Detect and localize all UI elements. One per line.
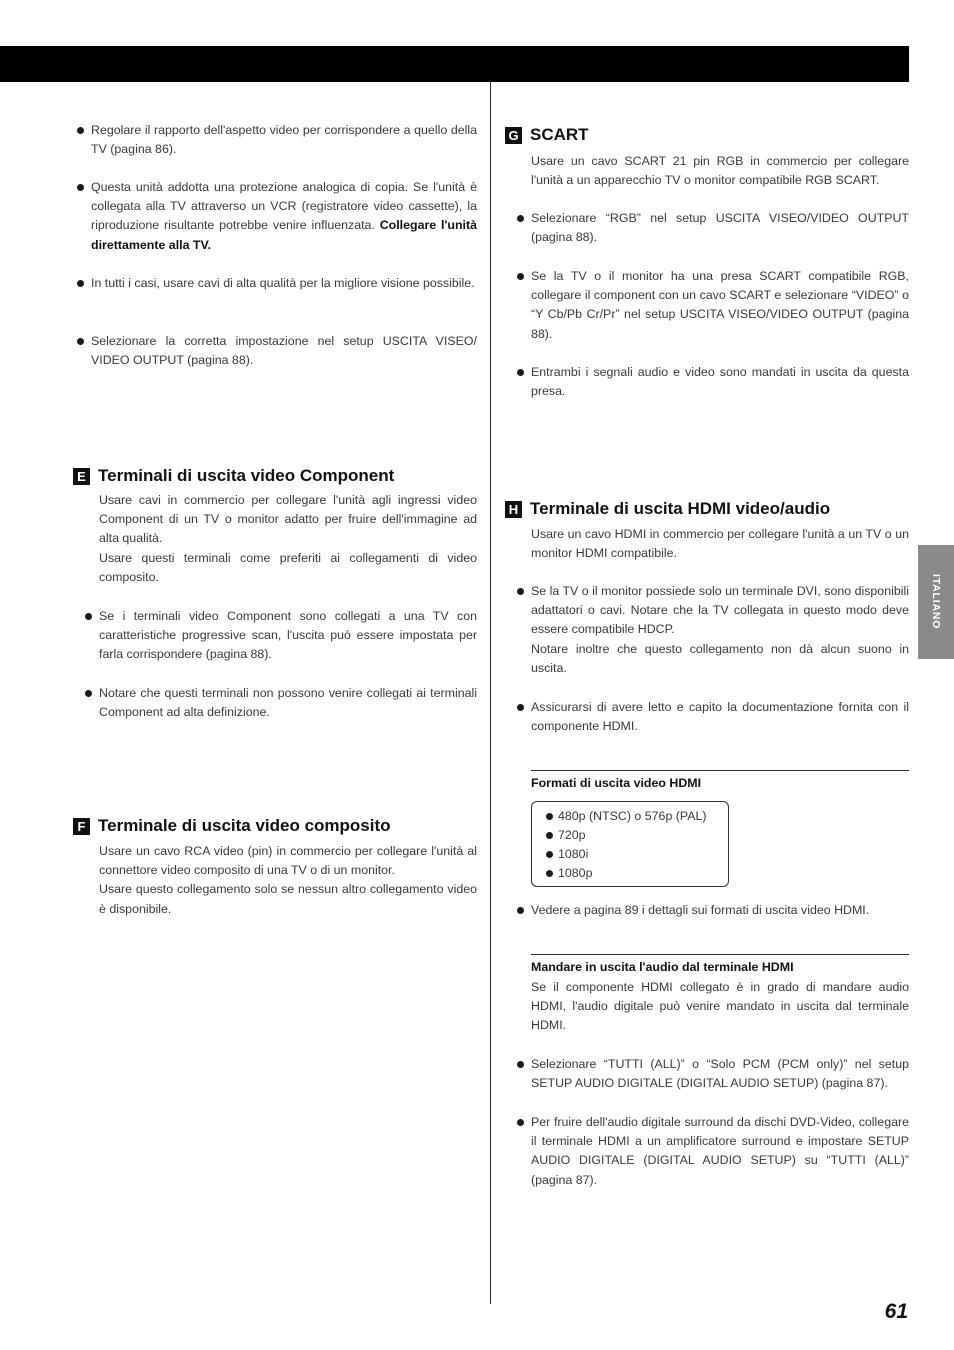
format-item: 1080i: [558, 845, 588, 864]
audio-bullet-1: Selezionare “TUTTI (ALL)” o “Solo PCM (PCM only)” nel setup SETUP AUDIO DIGITALE (DIGITAL AUDIO SETUP) (pagina 87).: [531, 1055, 909, 1093]
bullet-icon: [77, 280, 84, 287]
language-tab-label: ITALIANO: [930, 574, 942, 630]
formats-note: Vedere a pagina 89 i dettagli sui formati di uscita video HDMI.: [531, 901, 909, 920]
column-divider: [490, 82, 491, 1304]
section-e-body: Usare cavi in commercio per collegare l'unità agli ingressi video Component di un TV o monitor adatto per fruire dell'immagine ad alta qualità. Usare questi terminali come preferiti ai collegamenti di video composito.: [99, 493, 477, 584]
format-item: 720p: [558, 826, 586, 845]
bullet-icon: [546, 851, 553, 858]
section-e-heading: [73, 466, 394, 486]
bullet-icon: [546, 832, 553, 839]
left-bullet-4: Selezionare la corretta impostazione nel setup USCITA VISEO/ VIDEO OUTPUT (pagina 88).: [91, 332, 477, 370]
section-g-heading: [505, 125, 589, 145]
section-h-bullet-1: Se la TV o il monitor possiede solo un terminale DVI, sono disponibili adattatori o cavi. Notare che la TV collegata in questo modo deve essere compatibile HDCP. Notare inoltre che questo collegamento non dà alcun suono in uscita.: [531, 582, 909, 678]
section-e-bullet-2: Notare che questi terminali non possono venire collegati ai terminali Component ad alta definizione.: [99, 684, 477, 722]
left-bullet-3: In tutti i casi, usare cavi di alta qualità per la migliore visione possibile.: [91, 274, 477, 293]
bold-instruction: Collegare l'unità direttamente alla TV.: [91, 218, 477, 252]
formats-title: Formati di uscita video HDMI: [531, 776, 702, 790]
audio-body: Se il componente HDMI collegato è in grado di mandare audio HDMI, l'audio digitale può venire mandato in uscita dal terminale HDMI.: [531, 980, 909, 1033]
section-f-heading: [73, 816, 391, 836]
bullet-icon: [517, 215, 524, 222]
section-letter-e: E: [73, 468, 90, 485]
bullet-icon: [517, 273, 524, 280]
bullet-icon: [77, 184, 84, 191]
audio-bullet-2: Per fruire dell'audio digitale surround da dischi DVD-Video, collegare il terminale HDMI a un amplificatore surround e impostare SETUP AUDIO DIGITALE (DIGITAL AUDIO SETUP) su “TUTTI (ALL)” (pagina 87).: [531, 1113, 909, 1190]
format-item: 480p (NTSC) o 576p (PAL): [558, 807, 707, 826]
formats-box: [531, 801, 729, 887]
language-tab: [918, 545, 954, 659]
bullet-icon: [546, 813, 553, 820]
audio-title: Mandare in uscita l'audio dal terminale HDMI: [531, 960, 794, 974]
bullet-icon: [517, 907, 524, 914]
bullet-icon: [517, 1061, 524, 1068]
section-letter-f: F: [73, 818, 90, 835]
section-h-heading: [505, 499, 830, 519]
formats-rule: [531, 770, 909, 771]
section-h-body: Usare un cavo HDMI in commercio per collegare l'unità a un TV o un monitor HDMI compatibile.: [531, 527, 909, 561]
section-f-title: Terminale di uscita video composito: [98, 816, 391, 835]
section-g-bullet-2: Se la TV o il monitor ha una presa SCART compatibile RGB, collegare il component con un cavo SCART e selezionare “VIDEO” o “Y Cb/Pb Cr/Pr” nel setup USCITA VISEO/VIDEO OUTPUT (pagina 88).: [531, 267, 909, 344]
bullet-icon: [517, 1119, 524, 1126]
bullet-icon: [77, 338, 84, 345]
left-bullet-1: Regolare il rapporto dell'aspetto video per corrispondere a quello della TV (pagina 86).: [91, 121, 477, 159]
header-bar: [0, 46, 909, 82]
bullet-icon: [517, 588, 524, 595]
format-item: 1080p: [558, 864, 592, 883]
bullet-icon: [85, 613, 92, 620]
section-g-title: SCART: [530, 125, 589, 144]
section-h-title: Terminale di uscita HDMI video/audio: [530, 499, 831, 518]
bullet-icon: [517, 704, 524, 711]
section-e-title: Terminali di uscita video Component: [98, 466, 395, 485]
bullet-icon: [85, 690, 92, 697]
section-letter-g: G: [505, 127, 522, 144]
section-g-bullet-3: Entrambi i segnali audio e video sono mandati in uscita da questa presa.: [531, 363, 909, 401]
section-g-body: Usare un cavo SCART 21 pin RGB in commercio per collegare l'unità a un apparecchio TV o monitor compatibile RGB SCART.: [531, 154, 909, 188]
audio-rule: [531, 954, 909, 955]
bullet-icon: [77, 127, 84, 134]
bullet-icon: [517, 369, 524, 376]
bullet-icon: [546, 870, 553, 877]
section-e-bullet-1: Se i terminali video Component sono collegati a una TV con caratteristiche progressive scan, l'uscita può essere impostata per farla corrispondere (pagina 88).: [99, 607, 477, 665]
left-bullet-2: Questa unità addotta una protezione analogica di copia. Se l'unità è collegata alla TV attraverso un VCR (registratore video cassette), la riproduzione risultante potrebbe venire influenzata. Collegare l'unità direttamente alla TV.: [91, 178, 477, 255]
page-number: 61: [884, 1300, 908, 1323]
section-h-bullet-2: Assicurarsi di avere letto e capito la documentazione fornita con il componente HDMI.: [531, 698, 909, 736]
section-g-bullet-1: Selezionare “RGB” nel setup USCITA VISEO/VIDEO OUTPUT (pagina 88).: [531, 209, 909, 247]
section-f-body: Usare un cavo RCA video (pin) in commercio per collegare l'unità al connettore video composito di una TV o di un monitor. Usare questo collegamento solo se nessun altro collegamento video è disponibile.: [99, 844, 477, 916]
section-letter-h: H: [505, 501, 522, 518]
